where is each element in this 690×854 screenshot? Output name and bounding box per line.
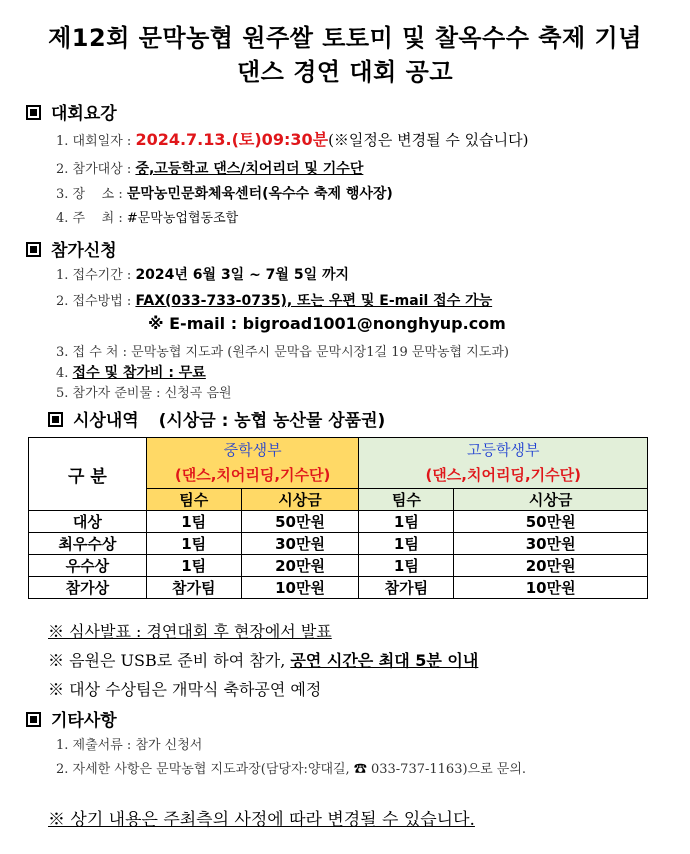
application-fee-row: 4. 접수 및 참가비 : 무료 bbox=[56, 365, 206, 381]
section-heading-overview: 대회요강 bbox=[26, 99, 117, 124]
middle-school-header: 중학생부 (댄스,치어리딩,기수단) bbox=[146, 438, 359, 489]
overview-venue-row: 3. 장 소 : 문막농민문화체육센터(옥수수 축제 행사장) bbox=[56, 186, 393, 202]
section-heading-misc: 기타사항 bbox=[26, 706, 117, 731]
prize-header: 시상금 bbox=[241, 489, 359, 511]
application-method-row: 2. 접수방법 : FAX(033-733-0735), 또는 우편 및 E-mail 접수 가능 bbox=[56, 293, 493, 309]
prize-table bbox=[28, 437, 648, 599]
overview-host-row: 4. 주 최 : #문막농업협동조합 bbox=[56, 211, 239, 226]
application-prep-row: 5. 참가자 준비물 : 신청곡 음원 bbox=[56, 386, 232, 401]
page-subtitle: 댄스 경연 대회 공고 bbox=[236, 58, 454, 86]
application-email: ※ E-mail : bigroad1001@nonghyup.com bbox=[148, 314, 506, 333]
page-title: 제12회 문막농협 원주쌀 토토미 및 찰옥수수 축제 기념 bbox=[48, 24, 642, 52]
teams-header: 팀수 bbox=[359, 489, 454, 511]
overview-date-row: 1. 대회일자 : 2024.7.13.(토)09:30분(※일정은 변경될 수 있습니다) bbox=[56, 130, 529, 149]
table-row: 최우수상 1팀 30만원 1팀 30만원 bbox=[29, 533, 648, 555]
square-bullet-icon bbox=[26, 105, 41, 120]
winner-note: ※ 대상 수상팀은 개막식 축하공연 예정 bbox=[48, 680, 322, 699]
prize-header: 시상금 bbox=[454, 489, 648, 511]
music-note: ※ 음원은 USB로 준비 하여 참가, 공연 시간은 최대 5분 이내 bbox=[48, 651, 479, 670]
misc-contact-row: 2. 자세한 사항은 문막농협 지도과장(담당자:양대길, ☎ 033-737-1163)으로 문의. bbox=[56, 762, 527, 777]
table-row: 우수상 1팀 20만원 1팀 20만원 bbox=[29, 555, 648, 577]
teams-header: 팀수 bbox=[146, 489, 241, 511]
high-school-header: 고등학생부 (댄스,치어리딩,기수단) bbox=[359, 438, 648, 489]
table-row: 대상 1팀 50만원 1팀 50만원 bbox=[29, 511, 648, 533]
section-heading-prizes: 시상내역 (시상금 : 농협 농산물 상품권) bbox=[48, 406, 385, 431]
overview-target-row: 2. 참가대상 : 중,고등학교 댄스/치어리더 및 기수단 bbox=[56, 161, 364, 177]
footer-notice: ※ 상기 내용은 주최측의 사정에 따라 변경될 수 있습니다. bbox=[48, 810, 475, 830]
square-bullet-icon bbox=[48, 412, 63, 427]
application-office-row: 3. 접 수 처 : 문막농협 지도과 (원주시 문막읍 문막시장1길 19 문막농협 지도과) bbox=[56, 345, 509, 360]
division-header: 구 분 bbox=[29, 438, 147, 511]
misc-documents-row: 1. 제출서류 : 참가 신청서 bbox=[56, 738, 203, 753]
phone-icon: ☎ bbox=[353, 762, 367, 777]
application-period-row: 1. 접수기간 : 2024년 6월 3일 ~ 7월 5일 까지 bbox=[56, 267, 350, 283]
table-row: 참가상 참가팀 10만원 참가팀 10만원 bbox=[29, 577, 648, 599]
square-bullet-icon bbox=[26, 242, 41, 257]
section-heading-application: 참가신청 bbox=[26, 236, 117, 261]
square-bullet-icon bbox=[26, 712, 41, 727]
judging-note: ※ 심사발표 : 경연대회 후 현장에서 발표 bbox=[48, 622, 332, 641]
event-date: 2024.7.13.(토)09:30분 bbox=[135, 130, 329, 149]
